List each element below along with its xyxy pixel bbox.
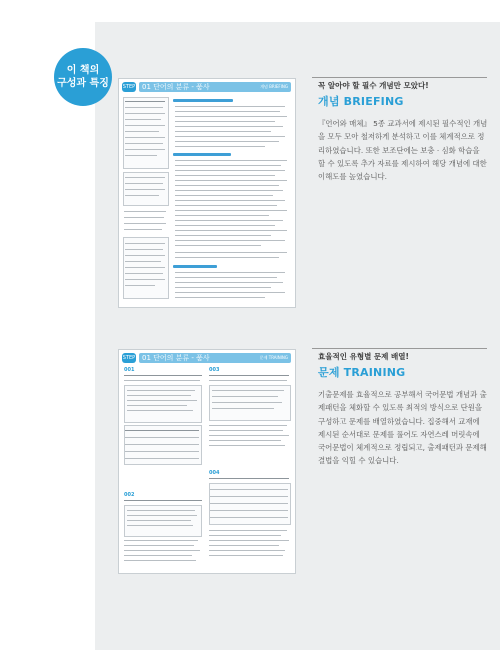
- briefing-heading: 개념 BRIEFING: [318, 95, 404, 108]
- thumbnail-section-label: 문제 TRAINING: [259, 355, 288, 360]
- thumbnail-title-bar: [139, 82, 291, 92]
- badge-line2: 구성과 특징: [57, 78, 109, 89]
- thumbnail-section-label: 개념 BRIEFING: [260, 84, 288, 89]
- briefing-description: [318, 80, 488, 183]
- question-number: 002: [124, 492, 135, 498]
- training-description: [318, 351, 488, 468]
- badge-line1: 이 책의: [66, 65, 100, 76]
- question-number: 004: [209, 470, 220, 476]
- step-tab: STEP: [122, 355, 136, 361]
- section-divider: [312, 348, 487, 349]
- briefing-page-thumbnail: [118, 78, 296, 308]
- briefing-body: 『언어와 매체』 5종 교과서에 제시된 필수적인 개념을 모두 모아 철저하게 분석하고 이를 체계적으로 정리하였습니다. 또한 보조단에는 보충 · 심화 학습을 할 수 있도록 추가 자료를 제시하여 해당 개념에 대한 이해도를 높였습니다.: [318, 119, 488, 182]
- thumbnail-title: 01 단어의 분류 - 품사: [142, 354, 210, 362]
- training-page-thumbnail: [118, 349, 296, 574]
- book-features-badge: [54, 48, 112, 106]
- training-kicker: 효율적인 유형별 문제 배열!: [318, 352, 409, 361]
- section-divider: [312, 77, 487, 78]
- question-number: 001: [124, 367, 135, 373]
- step-tab: STEP: [122, 84, 136, 90]
- training-heading: 문제 TRAINING: [318, 366, 406, 379]
- thumbnail-title-bar: [139, 353, 291, 363]
- training-body: 기출문제를 효율적으로 공부해서 국어문법 개념과 출제패턴을 체화할 수 있도록 최적의 방식으로 단원을 구성하고 문제를 배열하였습니다. 집중해서 교재에 제시된 순서대로 문제를 풀어도 자연스레 머릿속에 국어문법이 체계적으로 정립되고, 출제패턴과 문제해결법을 익힐 수 있습니다.: [318, 390, 487, 466]
- thumbnail-title: 01 단어의 분류 - 품사: [142, 83, 210, 91]
- question-number: 003: [209, 367, 220, 373]
- briefing-kicker: 꼭 알아야 할 필수 개념만 모았다!: [318, 81, 429, 90]
